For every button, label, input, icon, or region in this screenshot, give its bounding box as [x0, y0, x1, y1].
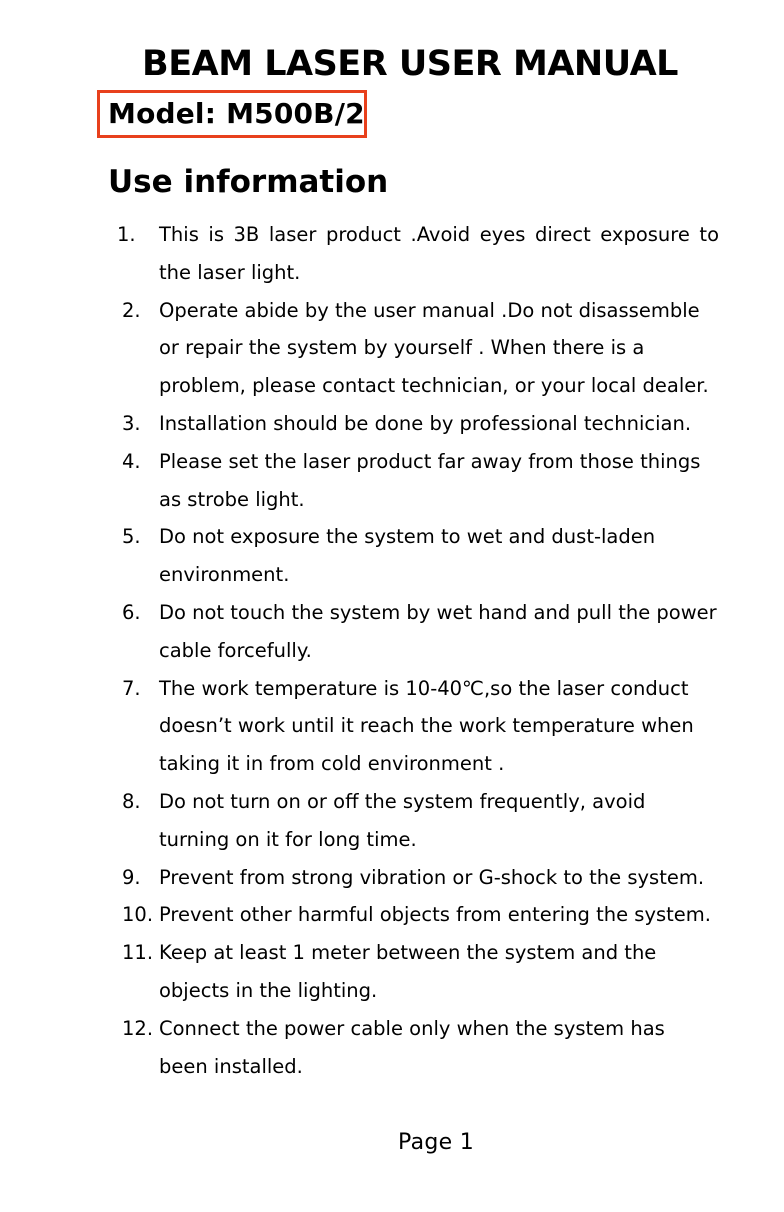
- list-item-text: The work temperature is 10-40℃,so the laser conduct doesn’t work until it reach the work temperature when taking it in from cold environment .: [159, 676, 694, 776]
- list-item-number: 8.: [122, 789, 141, 813]
- list-item: [0, 783, 719, 859]
- list-item-text: Prevent from strong vibration or G-shock to the system.: [159, 865, 705, 889]
- list-item: [0, 216, 719, 292]
- use-information-list: [0, 216, 784, 1085]
- list-item-text: Do not touch the system by wet hand and pull the power cable forcefully.: [159, 600, 717, 662]
- list-item-number: 2.: [122, 298, 141, 322]
- list-item-number: 3.: [122, 411, 141, 435]
- list-item-text: Prevent other harmful objects from entering the system.: [159, 903, 711, 927]
- list-item: [0, 670, 719, 783]
- list-item-text: This is 3B laser product .Avoid eyes direct exposure to the laser light.: [159, 223, 719, 284]
- list-item-number: 11.: [122, 941, 154, 965]
- list-item: [0, 292, 719, 405]
- list-item-text: Do not turn on or off the system frequently, avoid turning on it for long time.: [159, 789, 646, 851]
- list-item-text: Please set the laser product far away from those things as strobe light.: [159, 449, 701, 511]
- section-heading: Use information: [108, 164, 389, 200]
- list-item: [0, 443, 719, 519]
- list-item-text: Connect the power cable only when the system has been installed.: [159, 1016, 665, 1078]
- list-item-number: 1.: [117, 223, 136, 246]
- list-item-number: 4.: [122, 449, 141, 473]
- list-item-number: 10.: [122, 903, 154, 927]
- list-item: [0, 1010, 719, 1086]
- list-item-text: Operate abide by the user manual .Do not disassemble or repair the system by yourself . When there is a problem, please contact technician, or your local dealer.: [159, 298, 709, 398]
- list-item-number: 6.: [122, 600, 141, 624]
- list-item-text: Installation should be done by professional technician.: [159, 411, 692, 435]
- list-item-text: Keep at least 1 meter between the system and the objects in the lighting.: [159, 941, 657, 1002]
- list-item-number: 7.: [122, 676, 141, 700]
- list-item: [0, 518, 719, 594]
- document-title: BEAM LASER USER MANUAL: [142, 44, 678, 84]
- list-item: [0, 405, 719, 443]
- model-label: Model: M500B/2: [108, 97, 365, 130]
- list-item: [0, 934, 719, 1010]
- page-number: Page 1: [398, 1130, 475, 1155]
- list-item-text: Do not exposure the system to wet and dust-laden environment.: [159, 525, 656, 587]
- list-item: [0, 896, 719, 934]
- list-item: [0, 594, 719, 670]
- list-item: [0, 859, 719, 897]
- list-item-number: 9.: [122, 865, 141, 889]
- list-item-number: 5.: [122, 525, 141, 549]
- list-item-number: 12.: [122, 1016, 154, 1040]
